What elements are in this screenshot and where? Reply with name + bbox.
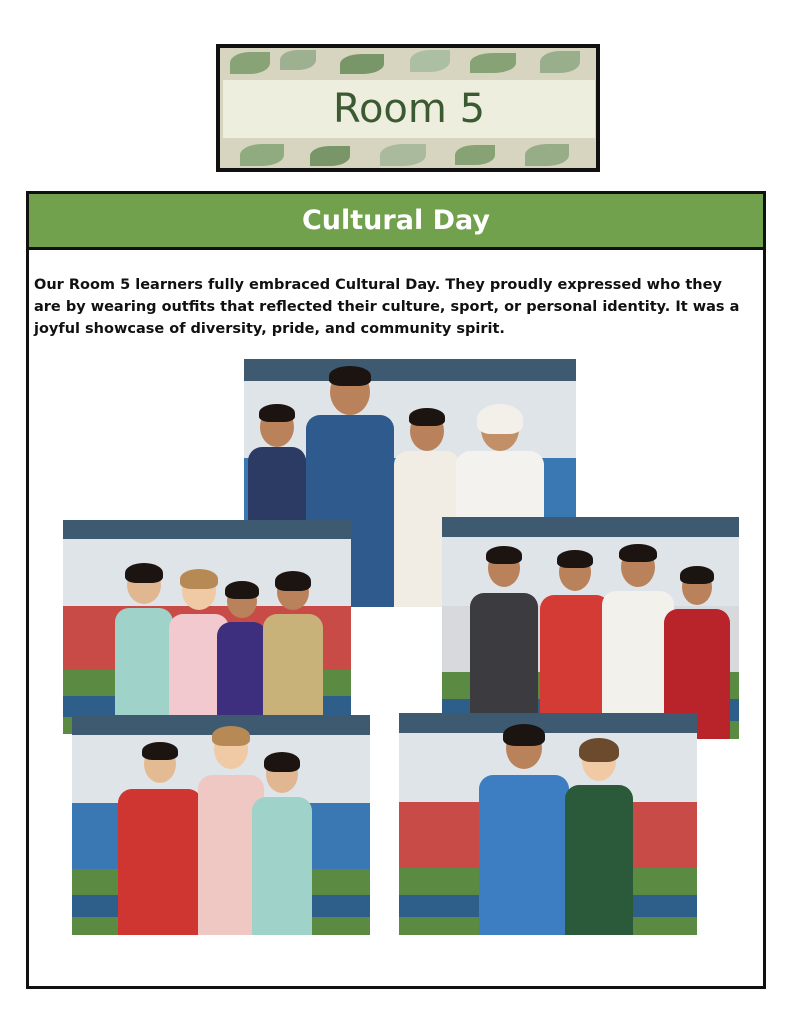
section-title: Cultural Day (29, 194, 763, 250)
photo-group-5 (399, 713, 697, 935)
intro-paragraph: Our Room 5 learners fully embraced Cultural Day. They proudly expressed who they are by wearing outfits that reflected their culture, sport, or personal identity. It was a joyful showcase of diversity, pride, and community spirit. (34, 277, 740, 337)
room-banner (216, 44, 600, 172)
photo-group-3 (442, 517, 739, 739)
banner-title: Room 5 (223, 80, 595, 138)
photo-group-4 (72, 715, 370, 935)
photo-group-2 (63, 520, 351, 734)
